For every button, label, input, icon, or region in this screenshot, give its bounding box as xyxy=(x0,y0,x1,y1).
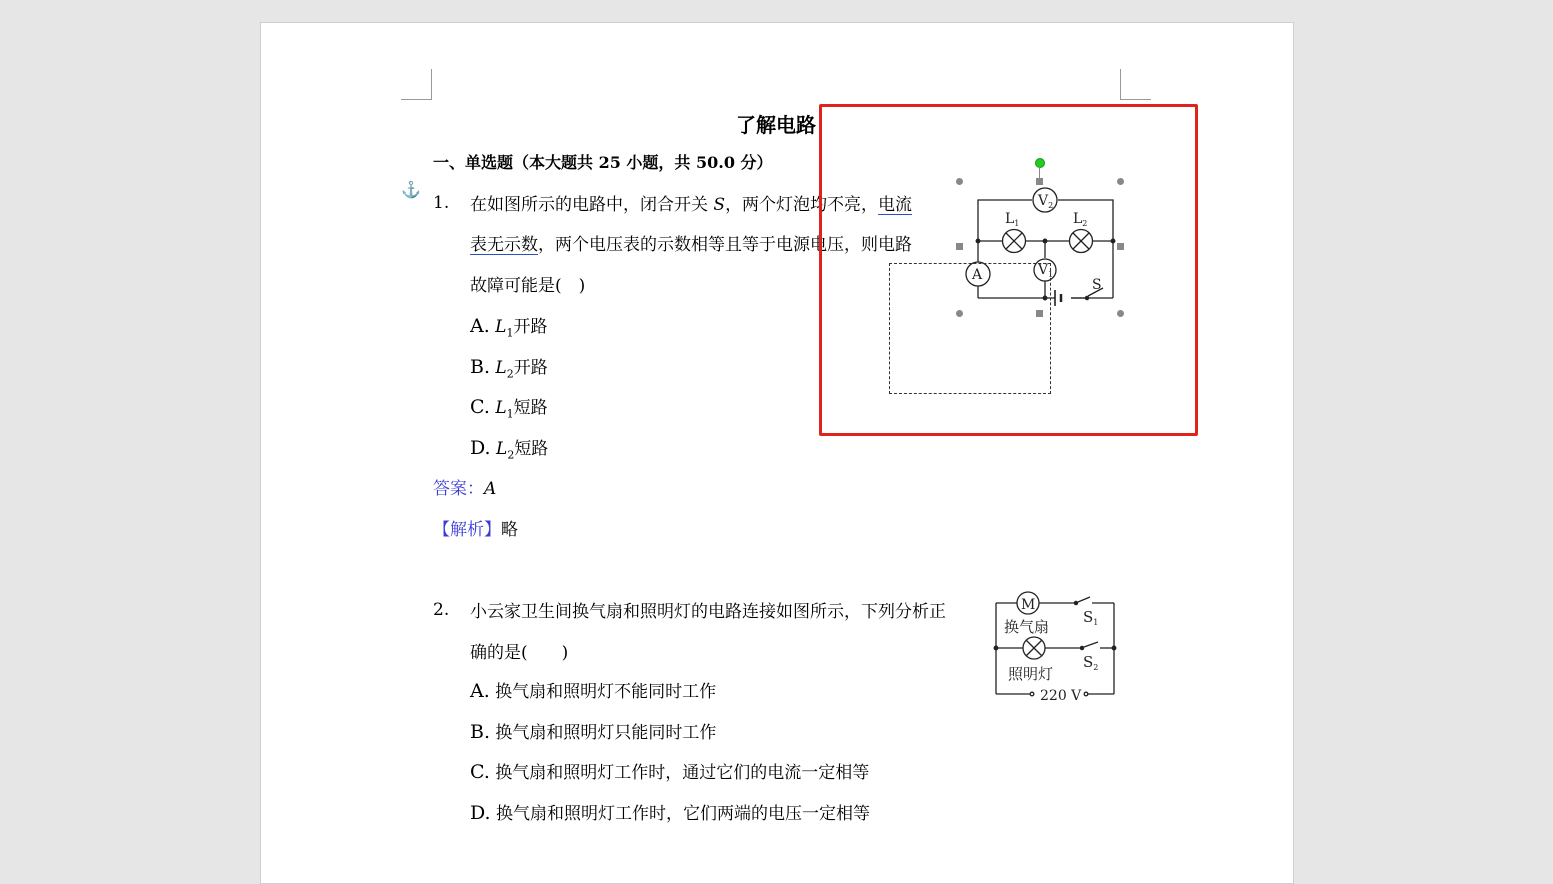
question-text-line[interactable]: 表无示数，两个电压表的示数相等且等于电源电压，则电路 xyxy=(470,235,912,255)
resize-handle-icon[interactable] xyxy=(1117,243,1124,250)
question-text-line[interactable]: 在如图所示的电路中，闭合开关 S，两个灯泡均不亮，电流 xyxy=(470,195,913,215)
resize-handle-icon[interactable] xyxy=(1036,310,1043,317)
v1-label: $V_1$ xyxy=(1038,262,1054,279)
resize-handle-icon[interactable] xyxy=(1117,178,1124,185)
switch-label: S xyxy=(1092,277,1102,293)
option-b[interactable]: B. $L_2$开路 xyxy=(470,356,548,381)
resize-handle-icon[interactable] xyxy=(1117,310,1124,317)
question-text-line[interactable]: 确的是( ) xyxy=(470,643,569,663)
resize-handle-icon[interactable] xyxy=(956,310,963,317)
circuit-figure-2[interactable] xyxy=(990,588,1120,706)
s1-label: $S_1$ xyxy=(1083,608,1099,627)
option-d[interactable]: D. 换气扇和照明灯工作时，它们两端的电压一定相等 xyxy=(470,802,871,824)
voltage-label: 220 V xyxy=(1040,688,1082,704)
rotate-handle-icon[interactable] xyxy=(1035,158,1045,168)
margin-corner-top-left xyxy=(401,69,432,100)
motor-label: M xyxy=(1021,597,1036,613)
document-title[interactable]: 了解电路 xyxy=(736,113,816,137)
option-c[interactable]: C. 换气扇和照明灯工作时，通过它们的电流一定相等 xyxy=(470,761,870,783)
question-number: 1. xyxy=(433,193,450,213)
l2-label: $L_2$ xyxy=(1073,211,1088,228)
v2-label: $V_2$ xyxy=(1038,193,1054,210)
option-c[interactable]: C. $L_1$短路 xyxy=(470,396,548,421)
option-a[interactable]: A. $L_1$开路 xyxy=(470,315,548,340)
answer-line[interactable]: 答案：A xyxy=(433,479,497,499)
resize-handle-icon[interactable] xyxy=(956,243,963,250)
analysis-line[interactable]: 【解析】略 xyxy=(433,520,518,540)
l1-label: $L_1$ xyxy=(1005,211,1020,228)
s2-label: $S_2$ xyxy=(1083,653,1099,672)
lamp-label: 照明灯 xyxy=(1008,665,1054,683)
margin-corner-top-right xyxy=(1120,69,1151,100)
selection-highlight xyxy=(819,104,1198,436)
section-heading[interactable]: 一、单选题（本大题共 25 小题，共 50.0 分） xyxy=(433,153,773,172)
option-d[interactable]: D. $L_2$短路 xyxy=(470,437,549,462)
option-b[interactable]: B. 换气扇和照明灯只能同时工作 xyxy=(470,721,717,743)
question-number: 2. xyxy=(433,600,450,620)
question-text-line[interactable]: 小云家卫生间换气扇和照明灯的电路连接如图所示，下列分析正 xyxy=(470,602,946,622)
ammeter-label: A xyxy=(972,267,983,283)
question-text-line[interactable]: 故障可能是( ) xyxy=(470,276,586,296)
anchor-icon[interactable]: ⚓ xyxy=(401,180,421,199)
option-a[interactable]: A. 换气扇和照明灯不能同时工作 xyxy=(470,680,717,702)
resize-handle-icon[interactable] xyxy=(1036,178,1043,185)
fan-label: 换气扇 xyxy=(1004,618,1050,636)
resize-handle-icon[interactable] xyxy=(956,178,963,185)
